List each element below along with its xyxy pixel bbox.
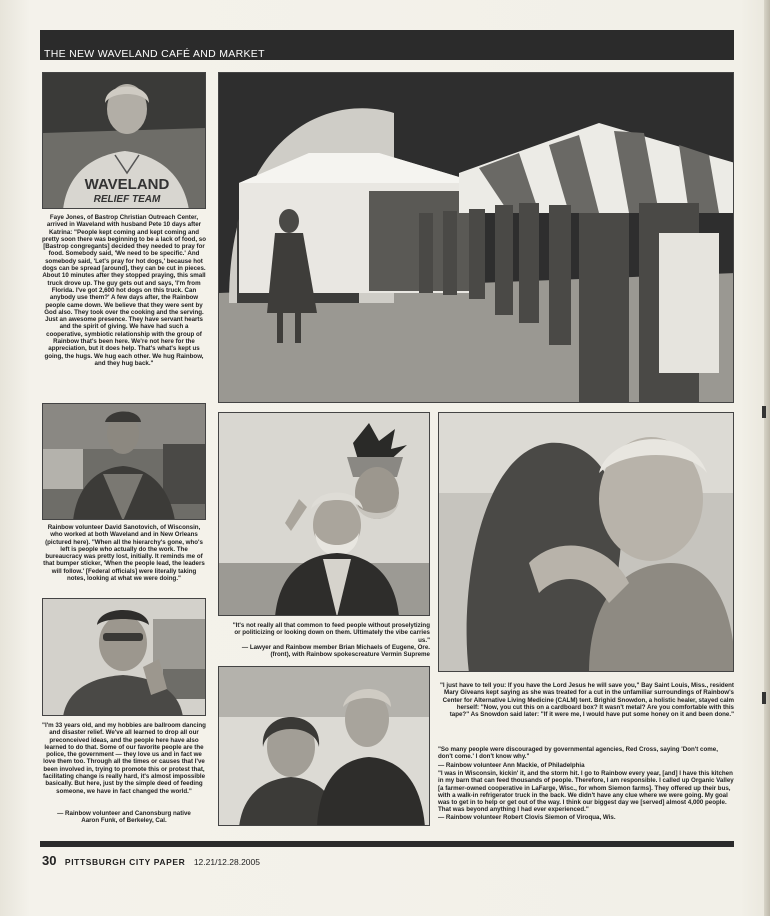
caption-brian-quote: "It's not really all that common to feed people without proselytizing or politicizing or looking down on them. Ultimately the vibe carries us." [232, 622, 430, 644]
page-number: 30 [42, 853, 57, 868]
caption-ann-credit: — Rainbow volunteer Ann Mackie, of Philadelphia [438, 762, 585, 769]
page-footer [42, 852, 260, 870]
footer-rule [40, 841, 734, 847]
photo-david-sanotovich [42, 403, 206, 520]
caption-robert-credit: — Rainbow volunteer Robert Clovis Siemon of Viroqua, Wis. [438, 814, 616, 821]
section-title: THE NEW WAVELAND CAFÉ AND MARKET [44, 48, 265, 60]
photo-relief-tents [218, 72, 734, 403]
caption-brian-credit: — Lawyer and Rainbow member Brian Michaels of Eugene, Ore. (front), with Rainbow spokescreature Vermin Supreme [241, 644, 430, 659]
caption-faye-jones: Faye Jones, of Bastrop Christian Outreach Center, arrived in Waveland with husband Pete 10 days after Katrina: "People kept coming and kept coming and pretty soon there was beginning to be a lack of food, so [Bastrop congregants] decided they needed to pray for food. Somebody said, 'We need to be specific.' And somebody said, 'Let's pray for hot dogs,' because hot dogs can be spread [around], they can be cut in pieces. About 10 minutes after they stopped praying, this small truck drove up. The guy gets out and says, 'I'm from Florida. I've got 2,600 hot dogs on this truck. Can anybody use them?' A few days after, the Rainbow people came down. We believe that they were sent by God also. They took over the cooking and the serving. Just an awesome presence. They have servant hearts and the spirit of giving. We have had such a cooperative, symbiotic relationship with the group of Rainbow that's been here. We're not here for the appreciation, but it does help. That's what's kept us going, the hugs. We hug each other. We hug Rainbow, and they hug back." [42, 214, 206, 367]
publication-name: PITTSBURGH CITY PAPER [64, 857, 186, 867]
photo-brian-michaels-vermin-supreme [218, 412, 430, 616]
page-edge-mark [762, 406, 766, 418]
page-edge [764, 0, 770, 916]
photo-ann-mackie-robert-siemon [218, 666, 430, 826]
caption-mary-giveans: "I just have to tell you: If you have the Lord Jesus he will save you," Bay Saint Louis, Miss., resident Mary Giveans kept saying as she was treated for a cut in the unfamiliar surroundings of Rainbow's Center for Alternative Living Medicine (CALM) tent. Brighid Snowdon, a holistic healer, stayed calm herself: "Now, you cut this on a cardboard box? It wasn't metal? Are you comfortable with this tape?" As Snowdon said later: "If it were me, I would have put some honey on it and been done." [439, 682, 734, 719]
caption-david-sanotovich: Rainbow volunteer David Sanotovich, of Wisconsin, who worked at both Waveland and in New Orleans (pictured here). "When all the hierarchy's gone, who's left is people who actually do the work. The bureaucracy was pretty lost, initially. It reminds me of that bumper sticker, 'When the people lead, the leaders will follow.' [Federal officials] were literally taking notes, looking at what we were doing." [43, 524, 205, 583]
page-edge-mark [762, 692, 766, 704]
caption-ann-quote: "So many people were discouraged by governmental agencies, Red Cross, saying 'Don't come, don't come.' I don't know why." [438, 746, 718, 761]
shirt-text-waveland: WAVELAND [84, 176, 170, 193]
photo-mary-giveans-hug [438, 412, 734, 672]
caption-aaron-credit: — Rainbow volunteer and Canonsburg native Aaron Funk, of Berkeley, Cal. [57, 810, 191, 825]
issue-date: 12.21/12.28.2005 [193, 857, 260, 867]
caption-robert-quote: "I was in Wisconsin, kickin' it, and the storm hit. I go to Rainbow every year, [and] I have this kitchen in my barn that can feed thousands of people. Therefore, I am responsible. I called up Organic Valley [a farmer-owned cooperative in LaFarge, Wisc., for whom Siemon farms]. They offered up their bus, with a walk-in refrigerator truck in the back. We didn't have any clue where we were going. My goal was to get in to help or get out of the way. I think our biggest day we [served] almost 4,000 people. That was beyond anything I had ever experienced." [438, 770, 734, 814]
caption-aaron-quote: "I'm 33 years old, and my hobbies are ballroom dancing and disaster relief. We've all learned to drop all our preconceived ideas, and the people here have also learned to do that. Some of our favorite people are the police, the government — they love us and in fact we love them too. Through all the times or causes that I've been involved in, trying to promote this or protest that, facilitating change is really hard, it's almost impossible basically. But here, just by the simple deed of feeding someone, we have in fact changed the world." [42, 722, 206, 795]
photo-faye-jones [42, 72, 206, 209]
shirt-text-relief-team: RELIEF TEAM [93, 194, 161, 205]
photo-aaron-funk [42, 598, 206, 716]
